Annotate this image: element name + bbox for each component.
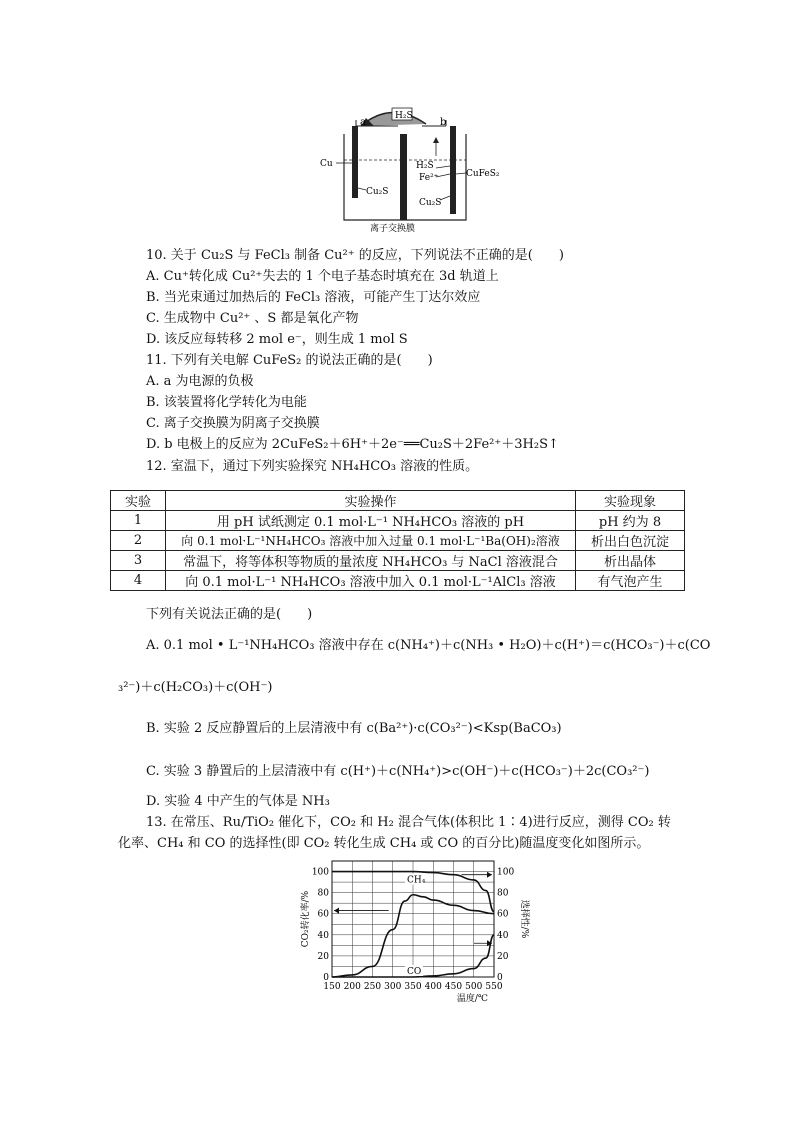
q10-stem: 10. 关于 Cu₂S 与 FeCl₃ 制备 Cu²⁺ 的反应，下列说法不正确的是( ) [146,248,564,263]
table-cell: 向 0.1 mol·L⁻¹NH₄HCO₃ 溶液中加入过量 0.1 mol·L⁻¹Ba(OH)₂溶液 [166,531,576,551]
q11-option-a: A. a 为电源的负极 [146,374,254,389]
cu-label: Cu [320,159,333,169]
q12-option-d: D. 实验 4 中产生的气体是 NH₃ [146,794,330,809]
series-label: CH₄ [407,875,426,886]
ch4-axis-arrow-head [487,872,492,878]
fe2-label: Fe²⁺ [419,173,439,183]
electrode-a [352,126,358,198]
conversion-axis-arrow-head [334,908,339,914]
x-tick-label: 550 [485,982,503,992]
series-label: CO [407,967,422,977]
q12-option-a-line1: A. 0.1 mol • L⁻¹NH₄HCO₃ 溶液中存在 c(NH₄⁺)＋c(NH₃ • H₂O)＋c(H⁺)＝c(HCO₃⁻)＋c(CO [146,638,711,653]
y-left-axis-label: CO₂转化率/% [301,890,311,948]
q12-option-c: C. 实验 3 静置后的上层清液中有 c(H⁺)＋c(NH₄⁺)>c(OH⁻)＋c(HCO₃⁻)＋2c(CO₃²⁻) [146,764,650,779]
table-cell: 2 [111,531,166,551]
q12-stem: 12. 室温下，通过下列实验探究 NH₄HCO₃ 溶液的性质。 [146,459,479,474]
y-left-tick-label: 100 [311,867,329,878]
table-row [111,531,685,551]
y-left-tick-label: 60 [317,909,329,920]
table-cell: 向 0.1 mol·L⁻¹ NH₄HCO₃ 溶液中加入 0.1 mol·L⁻¹AlCl₃ 溶液 [166,571,576,591]
x-tick-label: 400 [424,982,442,992]
y-right-tick-label: 100 [497,867,515,878]
y-left-tick-label: 80 [317,888,329,899]
q13-stem-line2: 化率、CH₄ 和 CO 的选择性(即 CO₂ 转化生成 CH₄ 或 CO 的百分比)随温度变化如图所示。 [118,836,650,851]
cufes2-label: CuFeS₂ [466,169,500,179]
q12-option-a-line2: ₃²⁻)＋c(H₂CO₃)＋c(OH⁻) [118,680,273,695]
x-tick-label: 450 [444,982,463,992]
table-row [111,511,685,531]
table-header: 实验现象 [576,491,685,511]
q11-option-b: B. 该装置将化学转化为电能 [146,395,307,410]
x-tick-label: 200 [343,982,361,992]
y-left-tick-label: 40 [317,930,329,941]
electrode-b [450,126,456,214]
x-tick-label: 500 [465,982,483,992]
q12-prompt: 下列有关说法正确的是( ) [146,607,313,622]
table-cell: 4 [111,571,166,591]
table-cell: pH 约为 8 [576,511,685,531]
q11-stem: 11. 下列有关电解 CuFeS₂ 的说法正确的是( ) [146,353,433,368]
q10-option-a: A. Cu⁺转化成 Cu²⁺失去的 1 个电子基态时填充在 3d 轨道上 [146,269,499,284]
h2s-right-label: H₂S [416,161,434,171]
table-cell: 有气泡产生 [576,571,685,591]
electrode-a-label: a [360,117,366,128]
table-cell: 常温下，将等体积等物质的量浓度 NH₄HCO₃ 与 NaCl 溶液混合 [166,551,576,571]
y-right-tick-label: 20 [497,951,509,962]
table-cell: 3 [111,551,166,571]
x-tick-label: 250 [363,982,382,992]
table-header-row [111,491,685,511]
q10-option-d: D. 该反应每转移 2 mol e⁻，则生成 1 mol S [146,332,408,347]
q11-option-c: C. 离子交换膜为阴离子交换膜 [146,416,320,431]
y-right-tick-label: 40 [497,930,509,941]
membrane-label: 离子交换膜 [370,224,416,232]
y-right-tick-label: 0 [497,973,503,983]
table-cell: 1 [111,511,166,531]
y-right-axis-label: 选择性/% [519,899,529,939]
q10-option-c: C. 生成物中 Cu²⁺ 、S 都是氧化产物 [146,311,359,326]
y-left-tick-label: 20 [317,951,329,962]
x-tick-label: 350 [404,982,422,992]
q11-option-d: D. b 电极上的反应为 2CuFeS₂＋6H⁺＋2e⁻══Cu₂S＋2Fe²⁺＋3H₂S↑ [146,437,559,452]
table-row [111,571,685,591]
h2s-top-label: H₂S [395,111,413,121]
ion-exchange-membrane [400,134,407,220]
y-right-tick-label: 80 [497,888,509,899]
table-cell: 析出晶体 [576,551,685,571]
x-tick-label: 300 [384,982,402,992]
electrode-b-label: b [440,117,447,128]
y-left-tick-label: 0 [323,973,329,983]
cu2s-left-label: Cu₂S [366,187,389,197]
table-header: 实验操作 [166,491,576,511]
table-cell: 析出白色沉淀 [576,531,685,551]
selectivity-chart [294,855,544,1007]
q12-option-b: B. 实验 2 反应静置后的上层清液中有 c(Ba²⁺)·c(CO₃²⁻)<Ksp(BaCO₃) [146,721,562,736]
q10-option-b: B. 当光束通过加热后的 FeCl₃ 溶液，可能产生丁达尔效应 [146,290,481,305]
table-header: 实验 [111,491,166,511]
x-axis-label: 温度/℃ [456,994,488,1004]
q13-stem-line1: 13. 在常压、Ru/TiO₂ 催化下，CO₂ 和 H₂ 混合气体(体积比 1∶4)进行反应，测得 CO₂ 转 [146,815,671,830]
experiment-table [110,490,685,591]
table-row [111,551,685,571]
x-tick-label: 150 [323,982,341,992]
electrolysis-cell-diagram [316,104,516,232]
cu2s-right-label: Cu₂S [419,198,442,208]
y-right-tick-label: 60 [497,909,509,920]
table-cell: 用 pH 试纸测定 0.1 mol·L⁻¹ NH₄HCO₃ 溶液的 pH [166,511,576,531]
